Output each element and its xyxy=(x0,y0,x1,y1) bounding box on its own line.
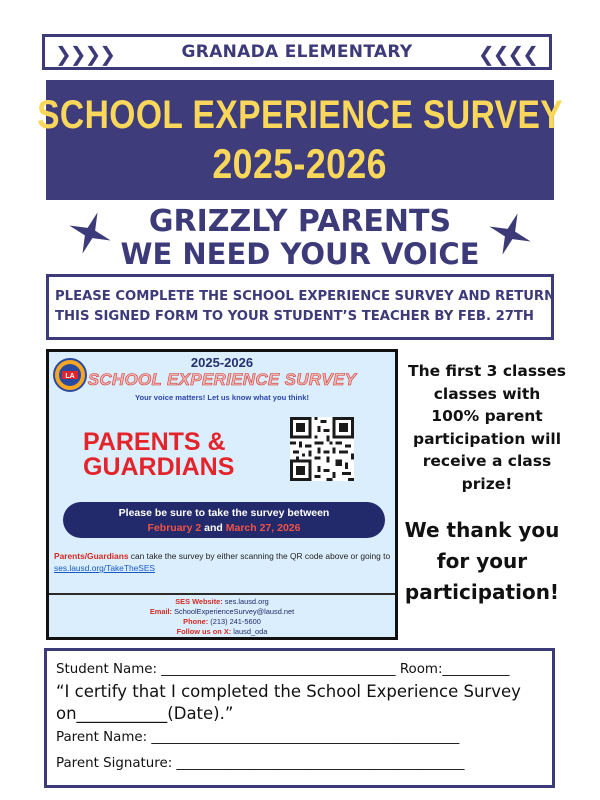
prize-line-6: prize! xyxy=(461,474,513,493)
instruction-box xyxy=(46,274,554,340)
flyer-year: 2025-2026 xyxy=(190,355,254,370)
flyer-tagline: Your voice matters! Let us know what you think! xyxy=(134,393,310,402)
instruction-line-1: PLEASE COMPLETE THE SCHOOL EXPERIENCE SURVEY AND RETURN xyxy=(55,289,556,304)
chevron-right-icon: ❯❯❯❯ xyxy=(55,42,115,66)
email-label: Email: xyxy=(149,607,173,616)
info-audience: Parents/Guardians xyxy=(54,551,129,561)
x-label: Follow us on X: xyxy=(176,627,232,636)
student-name-room-field[interactable]: Student Name: ___________________________________ Room:__________ xyxy=(56,662,510,677)
prize-line-4: participation will xyxy=(412,429,562,448)
thanks-line-3: participation! xyxy=(404,580,560,604)
pill-line-1: Please be sure to take the survey between xyxy=(118,507,330,519)
survey-title: SCHOOL EXPERIENCE SURVEY xyxy=(36,93,564,137)
audience-line-1: PARENTS & xyxy=(83,428,226,456)
phone-row xyxy=(49,617,395,627)
end-date: March 27, 2026 xyxy=(225,522,301,534)
grizzly-parents-heading xyxy=(0,206,600,270)
pill-and: and xyxy=(201,522,226,534)
qr-code-icon[interactable] xyxy=(290,417,354,481)
flyer-divider xyxy=(49,593,395,595)
svg-text:LA: LA xyxy=(65,373,75,380)
x-row xyxy=(49,627,395,637)
survey-access-info xyxy=(54,550,394,574)
pill-dates xyxy=(63,522,385,534)
contact-info xyxy=(49,597,395,637)
survey-year: 2025-2026 xyxy=(212,140,388,187)
website-value[interactable]: ses.lausd.org xyxy=(222,597,269,606)
prize-line-3: 100% parent xyxy=(431,407,543,425)
prize-line-1: The first 3 classes xyxy=(408,362,567,380)
certification-date-field[interactable]: on___________(Date).” xyxy=(56,704,234,723)
chevron-left-icon: ❮❮❮❮ xyxy=(477,42,537,66)
survey-flyer xyxy=(46,349,398,640)
prize-line-2: classes with xyxy=(433,384,541,403)
phone-label: Phone: xyxy=(183,617,209,626)
thanks-line-2: for your xyxy=(436,549,528,573)
thank-you-note xyxy=(402,515,562,608)
thanks-line-1: We thank you xyxy=(404,518,560,542)
school-name-banner xyxy=(42,34,552,70)
survey-title-block xyxy=(36,80,564,200)
heading-line-2: WE NEED YOUR VOICE xyxy=(120,237,480,271)
email-row xyxy=(49,607,395,617)
flyer-title: SCHOOL EXPERIENCE SURVEY xyxy=(87,370,357,389)
x-handle[interactable]: lausd_oda xyxy=(231,627,268,636)
email-value[interactable]: SchoolExperienceSurvey@lausd.net xyxy=(172,607,295,616)
school-name: GRANADA ELEMENTARY xyxy=(181,42,413,62)
heading-line-1: GRIZZLY PARENTS xyxy=(148,204,452,239)
phone-value: (213) 241-5600 xyxy=(208,617,261,626)
survey-link[interactable]: ses.lausd.org/TakeTheSES xyxy=(54,563,156,573)
audience-heading xyxy=(83,430,234,480)
signature-form xyxy=(44,648,555,788)
class-prize-note xyxy=(408,360,566,495)
start-date: February 2 xyxy=(147,522,202,534)
prize-line-5: receive a class xyxy=(422,452,552,470)
info-text: can take the survey by either scanning the QR code above or going to xyxy=(128,551,391,561)
website-row xyxy=(49,597,395,607)
audience-line-2: GUARDIANS xyxy=(83,453,235,481)
survey-dates-pill xyxy=(63,502,385,538)
instruction-line-2: THIS SIGNED FORM TO YOUR STUDENT’S TEACHER BY FEB. 27TH xyxy=(55,309,534,324)
parent-signature-field[interactable]: Parent Signature: ___________________________________________ xyxy=(56,756,465,771)
certification-line-1: “I certify that I completed the School Experience Survey xyxy=(56,682,521,701)
website-label: SES Website: xyxy=(175,597,223,606)
parent-name-field[interactable]: Parent Name: ______________________________________________ xyxy=(56,730,460,745)
